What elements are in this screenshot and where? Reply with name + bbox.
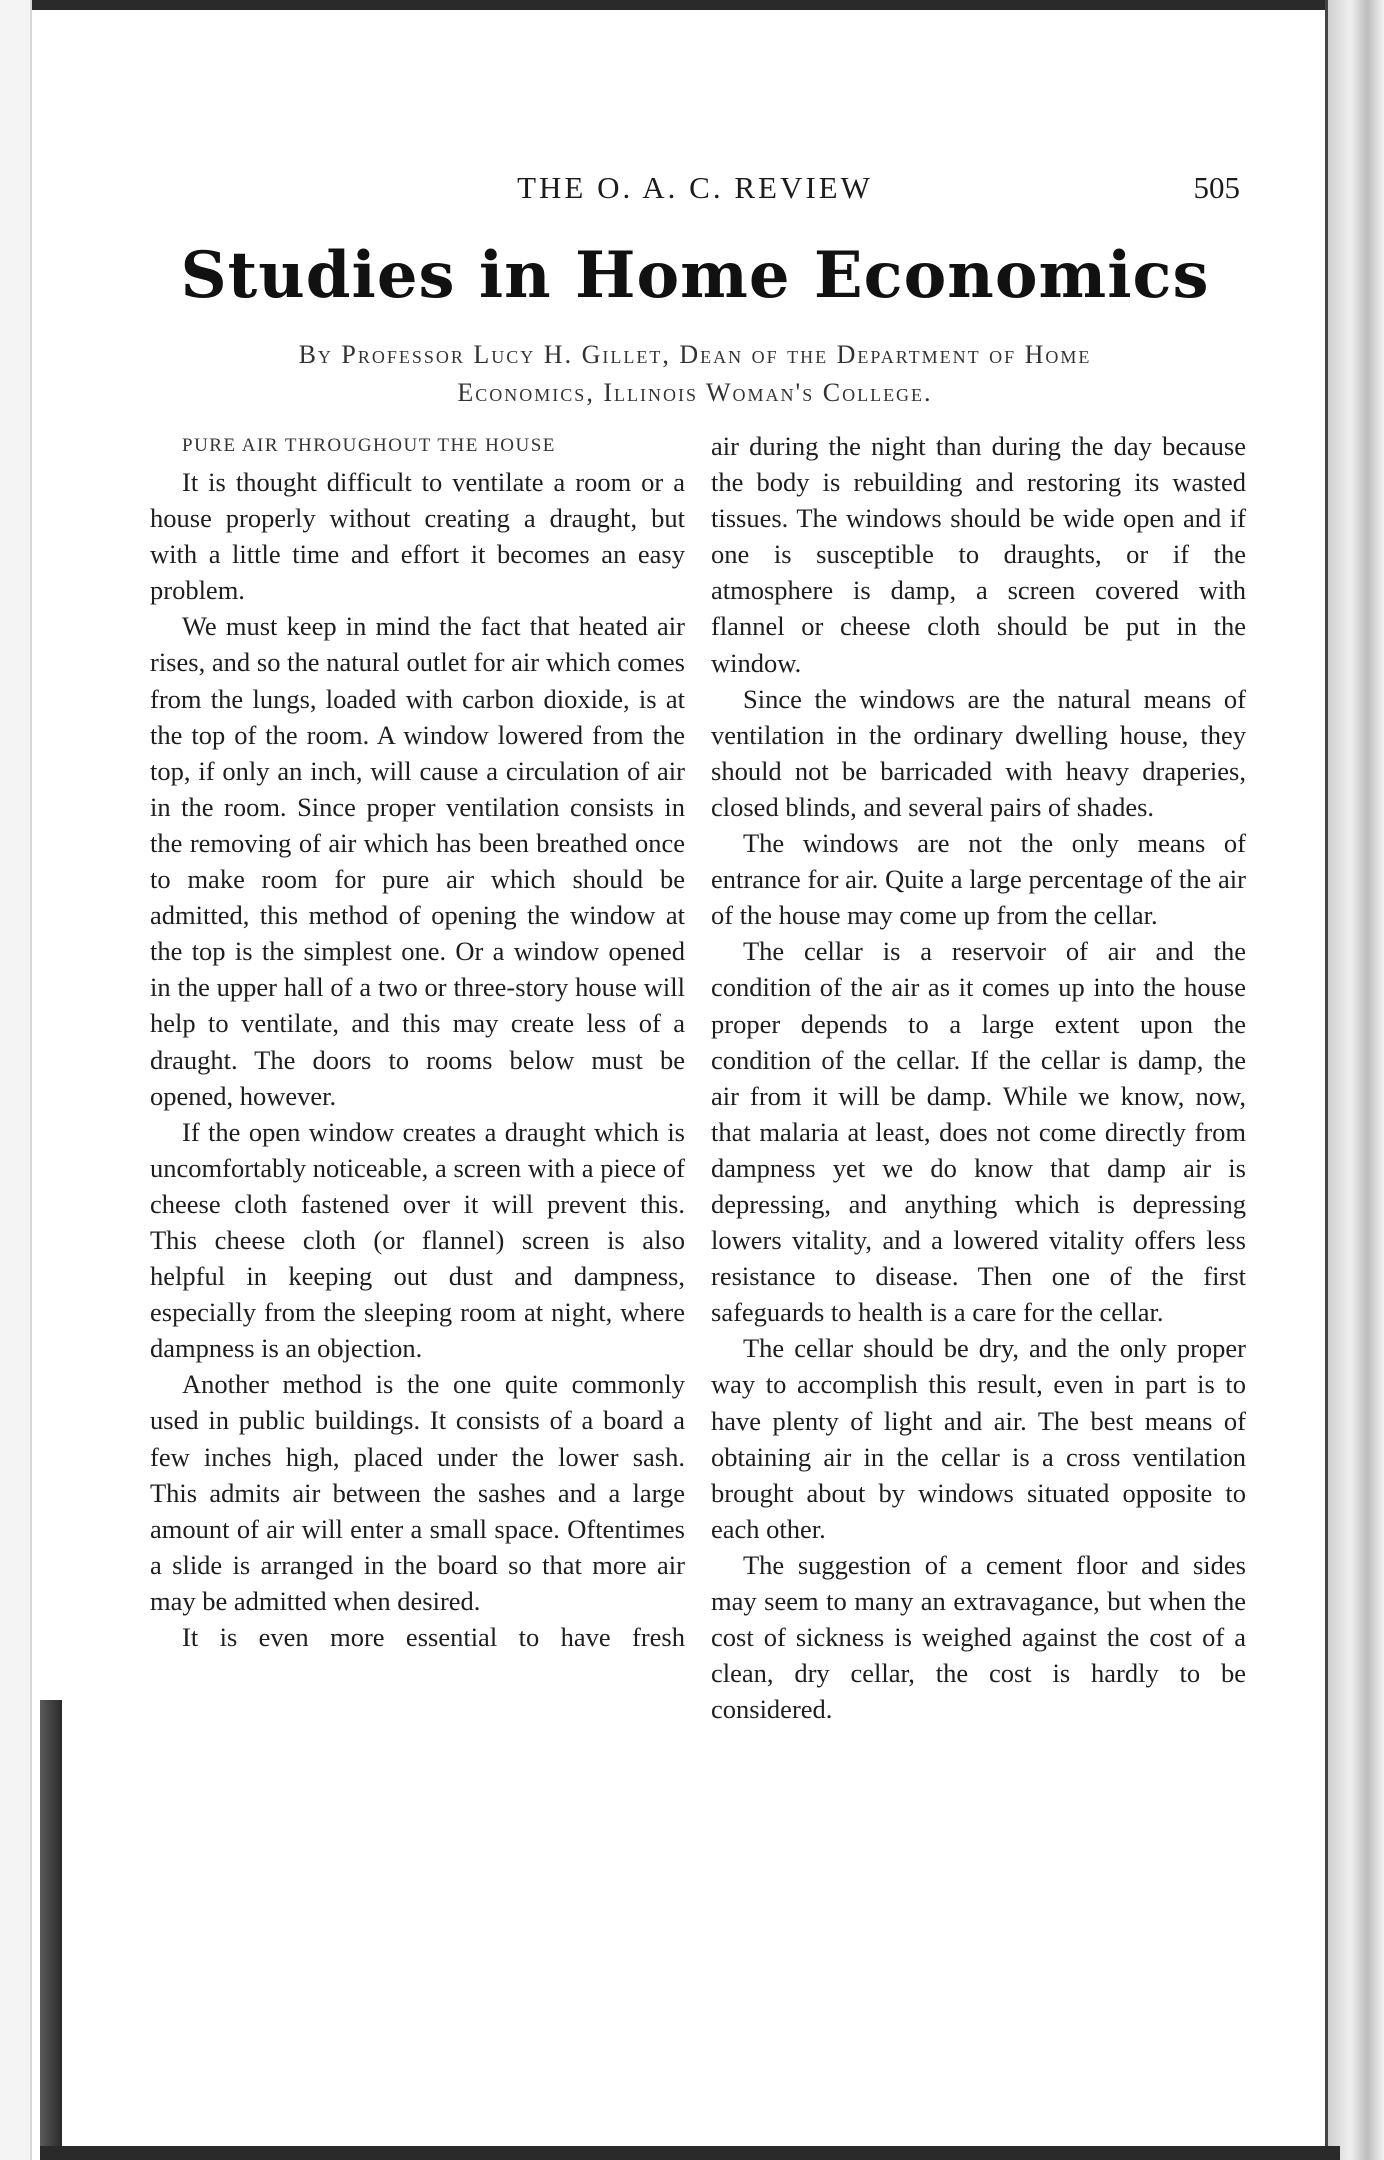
paragraph: The cellar should be dry, and the only proper way to accomplish this result, even in part is to have plenty of light and air. The best means of obtaining air in the cellar is a cross ventilation brought about by windows situated opposite to each other. (711, 1333, 1246, 1544)
paragraph: If the open window creates a draught which is uncomfortably noticeable, a screen with a piece of cheese cloth fastened over it will prevent this. This cheese cloth (or flannel) screen is also helpful in keeping out dust and dampness, especially from the sleeping room at night, where dampness is an objection. (150, 1116, 685, 1364)
paragraph: air during the night than during the day because the body is rebuilding and restoring its wasted tissues. The windows should be wide open and if one is susceptible to draughts, or if the atmosphere is damp, a screen covered with flannel or cheese cloth should be put in the window. (711, 431, 1246, 678)
paragraph: We must keep in mind the fact that heated air rises, and so the natural outlet for air which comes from the lungs, loaded with carbon dioxide, is at the top of the room. A window lowered from the top, if only an inch, will cause a circulation of air in the room. Since proper ventilation consists in the removing of air which has been breathed once to make room for pure air which should be admitted, this method of opening the window at the top is the simplest one. Or a window opened in the upper hall of a two or three-story house will help to ventilate, and this may create less of a draught. The doors to rooms below must be opened, however. (150, 611, 685, 1111)
paragraph: Since the windows are the natural means of ventilation in the ordinary dwelling house, they should not be barricaded with heavy draperies, closed blinds, and several pairs of shades. (711, 683, 1246, 822)
section-heading: PURE AIR THROUGHOUT THE HOUSE (182, 435, 556, 456)
paragraph: Another method is the one quite commonly used in public buildings. It consists of a board a few inches high, placed under the lower sash. This admits air between the sashes and a large amount of air will enter a small space. Oftentimes a slide is arranged in the board so that more air may be admitted when desired. (150, 1369, 685, 1616)
article-title: Studies in Home Economics (180, 238, 1210, 313)
paragraph: It is even more essential to have fresh (182, 1622, 685, 1652)
page-header (150, 170, 1240, 220)
running-title: THE O. A. C. REVIEW (517, 170, 873, 205)
paragraph: The cellar is a reservoir of air and the condition of the air as it comes up into the house proper depends to a large extent upon the condition of the cellar. If the cellar is damp, the air from it will be damp. While we know, now, that malaria at least, does not come directly from dampness yet we do know that damp air is depressing, and anything which is depressing lowers vitality, and a lowered vitality offers less resistance to disease. Then one of the first safeguards to health is a care for the cellar. (711, 936, 1246, 1328)
byline (150, 336, 1240, 412)
paragraph: It is thought difficult to ventilate a room or a house properly without creating a draught, but with a little time and effort it becomes an easy problem. (150, 467, 685, 606)
scan-shadow-left (40, 1700, 62, 2160)
left-column (150, 428, 685, 1655)
scan-border-left (0, 0, 32, 2160)
scan-page-edges-right (1325, 0, 1384, 2160)
page-number: 505 (1193, 170, 1240, 205)
right-column (711, 428, 1246, 1727)
paragraph: The windows are not the only means of entrance for air. Quite a large percentage of the air of the house may come up from the cellar. (711, 828, 1246, 931)
paragraph: The suggestion of a cement floor and sides may seem to many an extravagance, but when the cost of sickness is weighed against the cost of a clean, dry cellar, the cost is hardly to be considered. (711, 1549, 1246, 1725)
byline-line-1: By Professor Lucy H. Gillet, Dean of the Department of Home (298, 340, 1092, 369)
scan-border-bottom (40, 2146, 1340, 2160)
byline-line-2: Economics, Illinois Woman's College. (457, 378, 933, 407)
scan-border-top (0, 0, 1384, 10)
